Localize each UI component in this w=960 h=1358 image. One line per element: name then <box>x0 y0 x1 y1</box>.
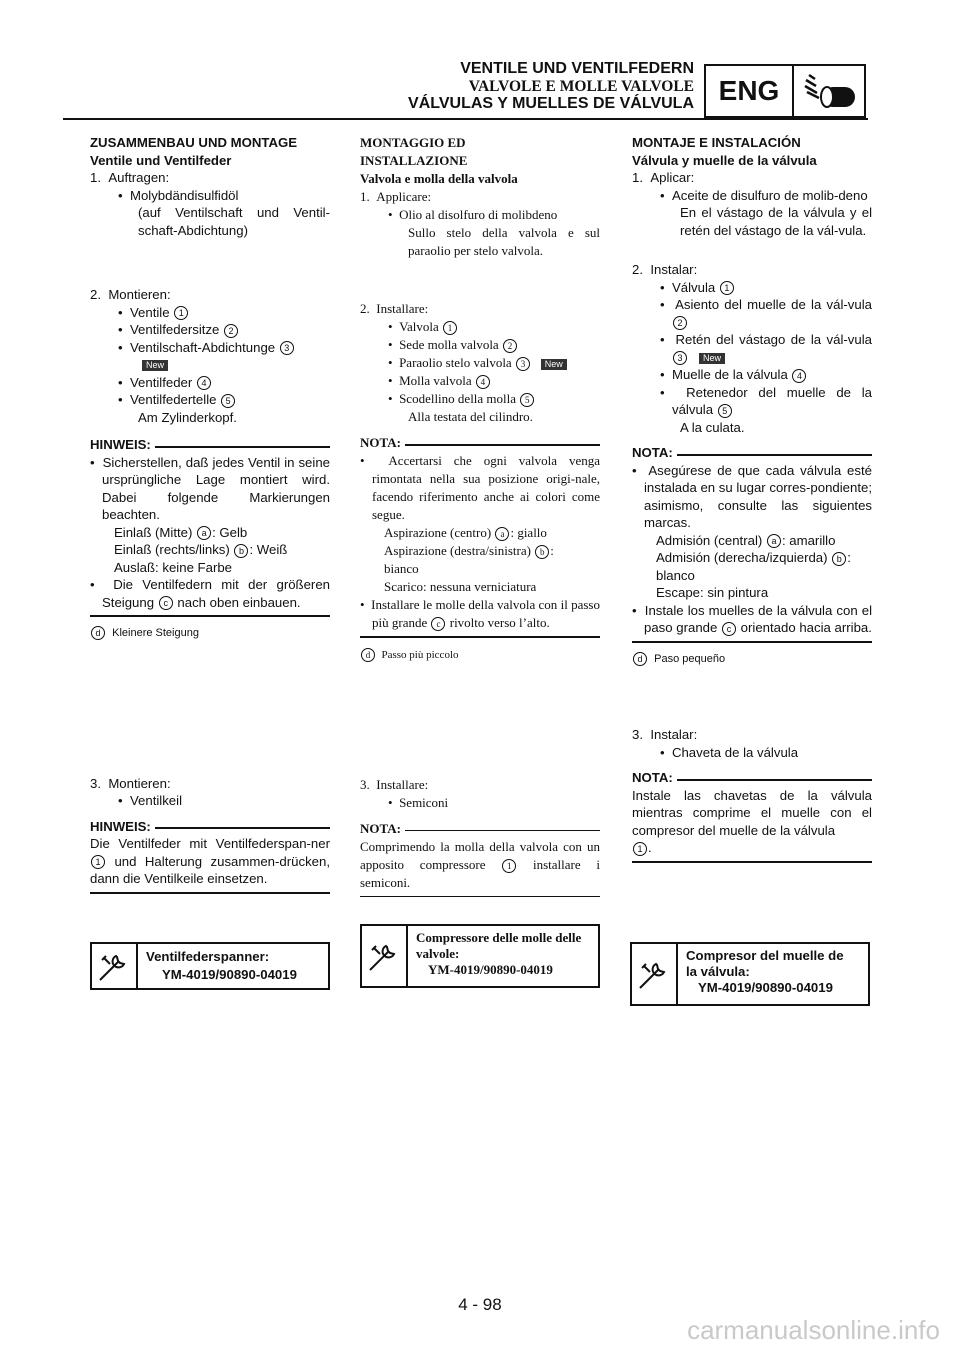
note-line: bianco <box>384 561 419 576</box>
step-3: 3. Installare: <box>360 776 429 792</box>
note-heading: NOTA: <box>632 769 872 787</box>
note-end-rule <box>360 896 600 898</box>
list-item: • Ventilfedertelle 5 <box>90 391 330 409</box>
note-line: Escape: sin pintura <box>656 585 769 600</box>
eng-badge <box>704 64 866 118</box>
note-heading: NOTA: <box>360 434 600 452</box>
note-text: Comprimendo la molla della valvola con un apposito compressore 1 installare i semiconi. <box>360 838 600 890</box>
list-item: • Ventilkeil <box>118 793 183 808</box>
note-item: • Instale los muelles de la válvula con el paso grande c orientado hacia arriba. <box>632 602 872 635</box>
new-badge: New <box>541 359 567 370</box>
section-subheading: Ventile und Ventilfeder <box>90 152 232 168</box>
step-3: 3. Montieren: <box>90 775 171 791</box>
header-title-it: VALVOLE E MOLLE VALVOLE <box>468 78 694 95</box>
note-text: Instale las chavetas de la válvula mientras comprime el muelle con el compresor del muelle de la válvula 1 . <box>632 787 872 855</box>
list-item-detail: A la culata. <box>680 419 745 435</box>
note-line: Einlaß (Mitte) a : Gelb <box>114 524 248 540</box>
step-1: 1. Auftragen: <box>90 170 170 185</box>
note-line: Admisión (derecha/izquierda) b : <box>656 550 851 565</box>
column-german <box>90 134 330 894</box>
wrench-icon <box>92 944 138 988</box>
note-line: Scarico: nessuna verniciatura <box>384 579 537 594</box>
column-italian <box>360 134 600 897</box>
column-spanish <box>632 134 872 863</box>
list-item: • Muelle de la válvula 4 <box>632 366 872 384</box>
note-item: • Die Ventilfedern mit der größeren Steigung c nach oben einbauen. <box>90 577 330 610</box>
note-text: Die Ventilfeder mit Ventilfederspan-ner 1 und Halterung zusammen-drücken, dann die Ventilkeile einsetzen. <box>90 836 330 886</box>
note-end-rule <box>632 641 872 643</box>
list-item-detail: Sullo stelo della valvola e sul paraolio per stelo valvola. <box>408 225 600 258</box>
new-badge: New <box>699 353 725 364</box>
note-item: • Asegúrese de que cada válvula esté instalada en su lugar corres-pondiente; asimismo, consulte las siguientes marcas. <box>632 462 872 530</box>
list-item-detail: Am Zylinderkopf. <box>138 409 237 425</box>
list-item: • Valvola 1 <box>360 318 600 336</box>
section-heading: MONTAJE E INSTALACIÓN <box>632 135 801 150</box>
list-item: • Retén del vástago de la vál-vula 3 New <box>660 332 872 364</box>
note-line: Aspirazione (destra/sinistra) b : <box>384 543 554 558</box>
step-2: 2. Installare: <box>360 301 429 316</box>
special-tool-box-it <box>360 924 600 988</box>
special-tool-box-de <box>90 942 330 990</box>
spring-icon <box>794 66 864 116</box>
section-subheading: Valvola e molla della valvola <box>360 171 518 186</box>
legend-note: d Passo più piccolo <box>360 646 600 664</box>
list-item-detail: Alla testata del cilindro. <box>408 409 533 424</box>
legend-note: d Paso pequeño <box>632 651 872 669</box>
tool-part-number: YM-4019/90890-04019 <box>162 966 297 982</box>
header-rule <box>63 118 868 120</box>
wrench-icon <box>632 944 678 1004</box>
list-item: • Paraolio stelo valvola 3 New <box>360 354 600 372</box>
note-end-rule <box>632 861 872 863</box>
list-item: • Olio al disolfuro di molibdeno <box>388 207 558 222</box>
list-item: • Scodellino della molla 5 <box>360 390 600 408</box>
tool-part-number: YM-4019/90890-04019 <box>428 962 553 977</box>
note-heading: HINWEIS: <box>90 818 330 836</box>
list-item-detail: En el vástago de la válvula y el retén del vástago de la vál-vula. <box>680 205 872 238</box>
note-line: Aspirazione (centro) a : giallo <box>384 525 547 540</box>
step-2: 2. Montieren: <box>90 287 171 302</box>
new-badge: New <box>90 356 330 374</box>
header-title-es: VÁLVULAS Y MUELLES DE VÁLVULA <box>408 95 694 112</box>
list-item: • Válvula 1 <box>632 279 872 297</box>
note-line: Auslaß: keine Farbe <box>114 559 233 575</box>
list-item: • Chaveta de la válvula <box>660 744 799 760</box>
list-item: • Retenedor del muelle de la válvula 5 <box>660 384 872 417</box>
note-heading: HINWEIS: <box>90 436 330 454</box>
tool-name: Compressore delle molle delle valvole: <box>416 930 582 961</box>
tool-name: Ventilfederspanner: <box>146 949 270 964</box>
eng-badge-label: ENG <box>706 66 794 116</box>
note-end-rule <box>90 892 330 894</box>
list-item-detail: (auf Ventilschaft und Ventil-schaft-Abdichtung) <box>138 205 330 238</box>
page-number: 4 - 98 <box>458 1295 502 1314</box>
legend-note: d Kleinere Steigung <box>90 625 330 643</box>
note-line: Einlaß (rechts/links) b : Weiß <box>114 542 288 557</box>
note-item: • Accertarsi che ogni valvola venga rimontata nella sua posizione origi-nale, facendo riferimento anche ai colori come segue. <box>360 453 600 522</box>
list-item: • Molla valvola 4 <box>360 372 600 390</box>
step-3: 3. Instalar: <box>632 727 698 742</box>
header-title-de: VENTILE UND VENTILFEDERN <box>460 60 694 77</box>
list-item: • Sede molla valvola 2 <box>360 336 600 354</box>
section-heading: ZUSAMMENBAU UND MONTAGE <box>90 135 298 150</box>
note-end-rule <box>90 615 330 617</box>
tool-name: Compresor del muelle de la válvula: <box>686 948 844 979</box>
watermark: carmanualsonline.info <box>687 1315 940 1345</box>
list-item: • Semiconi <box>388 794 449 810</box>
note-heading: NOTA: <box>632 444 872 462</box>
list-item: • Ventilschaft-Abdichtunge 3 <box>90 339 330 357</box>
list-item: • Ventilfedersitze 2 <box>90 321 330 339</box>
section-subheading: Válvula y muelle de la válvula <box>632 152 817 168</box>
note-item: • Sicherstellen, daß jedes Ventil in seine ursprüngliche Lage montiert wird. Dabei folgende Markierungen beachten. <box>90 454 330 522</box>
list-item: • Aceite de disulfuro de molib-deno <box>660 187 868 203</box>
note-item: • Installare le molle della valvola con il passo più grande c rivolto verso l’alto. <box>360 597 600 630</box>
tool-part-number: YM-4019/90890-04019 <box>698 980 833 995</box>
list-item: • Ventile 1 <box>90 304 330 322</box>
list-item: • Asiento del muelle de la vál-vula 2 <box>660 297 872 329</box>
step-1: 1. Aplicar: <box>632 170 695 185</box>
note-line: blanco <box>656 567 695 583</box>
list-item: • Ventilfeder 4 <box>90 374 330 392</box>
note-heading: NOTA: <box>360 820 600 838</box>
section-heading: MONTAGGIO ED INSTALLAZIONE <box>360 135 468 168</box>
step-1: 1. Applicare: <box>360 189 432 204</box>
list-item: • Molybdändisulfidöl <box>118 187 239 203</box>
special-tool-box-es <box>630 942 870 1006</box>
wrench-icon <box>362 926 408 986</box>
note-end-rule <box>360 636 600 638</box>
note-line: Admisión (central) a : amarillo <box>656 532 836 548</box>
step-2: 2. Instalar: <box>632 262 698 277</box>
